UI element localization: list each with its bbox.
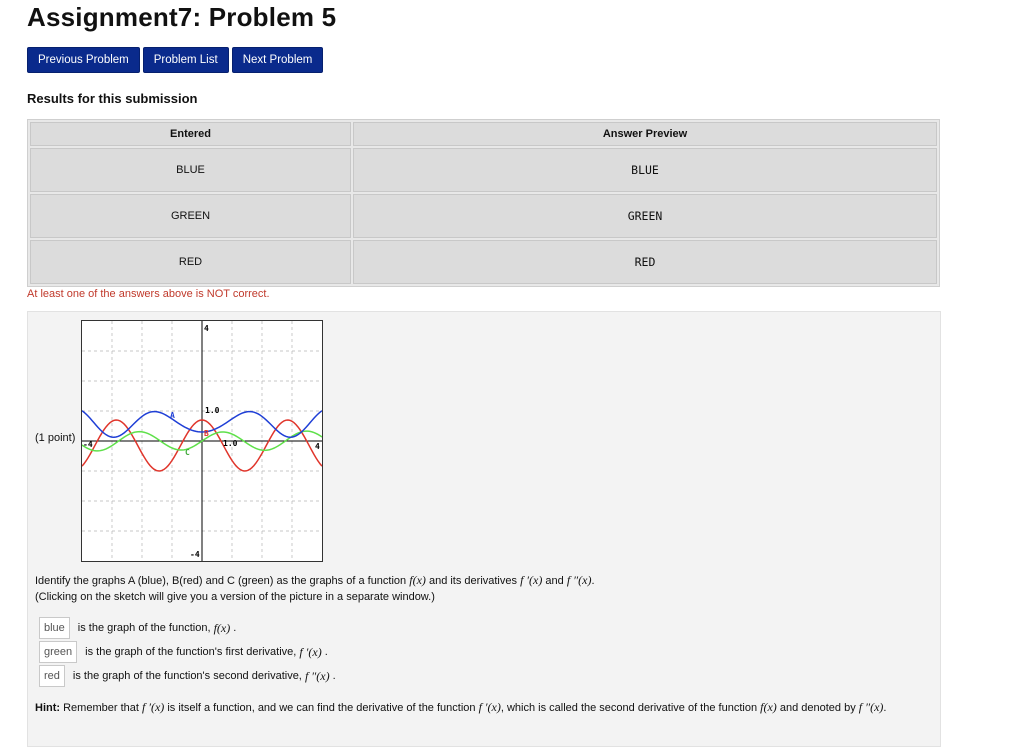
answer-preview-column-header: Answer Preview xyxy=(353,122,937,146)
clicking-note: (Clicking on the sketch will give you a version of the picture in a separate window.) xyxy=(35,591,435,603)
y-min-tick-label: -4 xyxy=(190,550,200,559)
answer-preview-cell: RED xyxy=(353,240,937,284)
results-table xyxy=(27,119,940,287)
entered-cell: RED xyxy=(30,240,351,284)
answer-description: is the graph of the function, xyxy=(77,622,211,634)
y-unit-tick-label: 1.0 xyxy=(205,406,220,415)
instruction-text: and its derivatives xyxy=(428,575,517,587)
function-notation: f(x) xyxy=(409,573,426,587)
table-row xyxy=(30,148,937,192)
answer-row-second-derivative: red is the graph of the function's second derivative, f ″(x) . xyxy=(39,665,336,687)
first-derivative-notation: f ′(x) xyxy=(478,700,501,714)
hint-label: Hint: xyxy=(35,702,61,714)
results-heading: Results for this submission xyxy=(27,91,198,106)
first-derivative-notation: f ′(x) xyxy=(141,700,165,714)
problem-container xyxy=(27,311,941,747)
instruction-line: Identify the graphs A (blue), B(red) and C (green) as the graphs of a function f(x) and its derivatives f ′(x) and f ″(x). xyxy=(35,573,595,587)
x-max-tick-label: 4 xyxy=(315,442,320,451)
function-notation: f(x) xyxy=(213,620,231,635)
point-value: (1 point) xyxy=(35,432,76,444)
first-derivative-notation: f ′(x) xyxy=(299,644,322,659)
results-header-row xyxy=(30,122,937,146)
problem-instructions xyxy=(35,572,595,605)
second-derivative-notation: f ″(x) xyxy=(304,668,330,683)
x-unit-tick-label: 1.0 xyxy=(223,439,238,448)
function-graph[interactable] xyxy=(81,320,323,562)
entered-cell: BLUE xyxy=(30,148,351,192)
submission-feedback: At least one of the answers above is NOT correct. xyxy=(27,288,270,300)
hint-segment: is itself a function, and we can find the derivative of the function xyxy=(167,702,476,714)
graph-label-b: B xyxy=(204,429,209,438)
graph-label-a: A xyxy=(170,411,175,420)
answer-input-function[interactable]: blue xyxy=(39,617,70,639)
previous-problem-button[interactable]: Previous Problem xyxy=(27,47,140,73)
answer-preview-cell: GREEN xyxy=(353,194,937,238)
x-min-tick-label: -4 xyxy=(83,440,93,449)
entered-cell: GREEN xyxy=(30,194,351,238)
y-max-tick-label: 4 xyxy=(204,324,209,333)
instruction-text: and xyxy=(545,575,564,587)
answer-description: is the graph of the function's first derivative, xyxy=(85,646,297,658)
hint-segment: and denoted by xyxy=(779,702,856,714)
answer-input-first-derivative[interactable]: green xyxy=(39,641,77,663)
graph-svg xyxy=(82,321,322,561)
table-row xyxy=(30,194,937,238)
function-notation: f(x) xyxy=(760,700,777,714)
answer-row-first-derivative: green is the graph of the function's first derivative, f ′(x) . xyxy=(39,641,328,663)
graph-label-c: C xyxy=(185,448,190,457)
hint-segment: , which is called the second derivative of the function xyxy=(500,702,758,714)
hint-text: Hint: Remember that f ′(x) is itself a function, and we can find the derivative of the function f ′(x), which is called the second derivative of the function f(x) and denoted by f ″(x). xyxy=(35,700,887,714)
answer-row-function: blue is the graph of the function, f(x) . xyxy=(39,617,236,639)
second-derivative-notation: f ″(x) xyxy=(566,573,592,587)
table-row xyxy=(30,240,937,284)
page-title: Assignment7: Problem 5 xyxy=(27,2,337,32)
answer-description: is the graph of the function's second derivative, xyxy=(72,670,302,682)
problem-navigation xyxy=(27,47,323,73)
second-derivative-notation: f ″(x) xyxy=(858,700,884,714)
first-derivative-notation: f ′(x) xyxy=(520,573,543,587)
instruction-text: Identify the graphs A (blue), B(red) and C (green) as the graphs of a function xyxy=(35,575,407,587)
entered-column-header: Entered xyxy=(30,122,351,146)
answer-preview-cell: BLUE xyxy=(353,148,937,192)
hint-segment: Remember that xyxy=(63,702,139,714)
answer-input-second-derivative[interactable]: red xyxy=(39,665,65,687)
next-problem-button[interactable]: Next Problem xyxy=(232,47,324,73)
problem-list-button[interactable]: Problem List xyxy=(143,47,229,73)
